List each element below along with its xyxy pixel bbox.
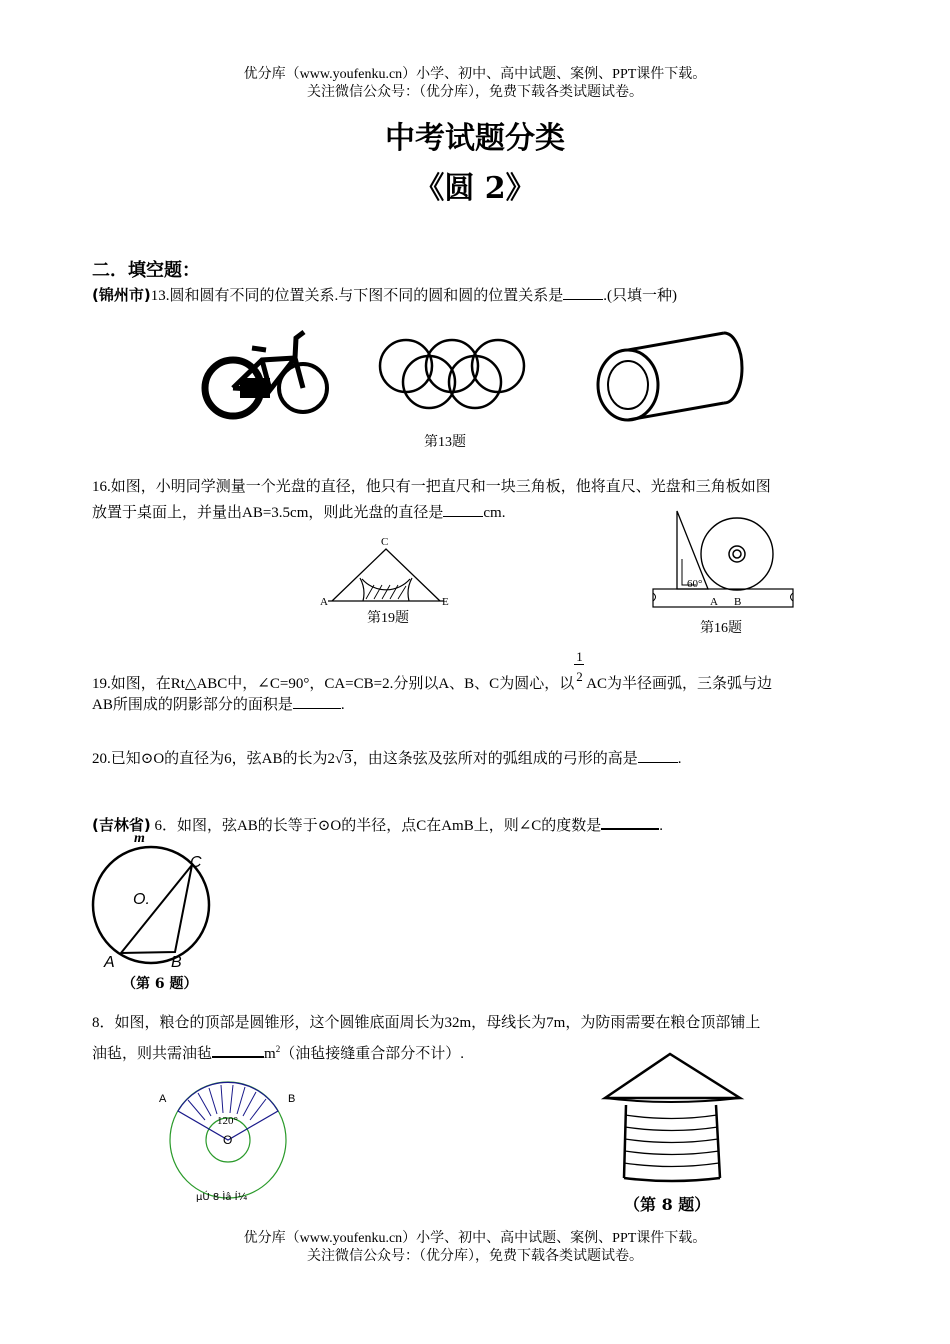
q16-angle-label: 60° — [687, 578, 703, 590]
header-line-2: 关注微信公众号：（优分库），免费下载各类试题试卷。 — [307, 85, 643, 100]
q19-label-a: A — [320, 596, 328, 608]
q8-unit: m — [264, 1046, 276, 1062]
q16-text: 放置于桌面上，并量出AB=3.5cm，则此光盘的直径是 — [92, 505, 444, 521]
question-19-line-2 — [92, 692, 345, 718]
q6-label-o: O. — [133, 891, 150, 908]
q6-label-a: A — [104, 954, 115, 971]
q6-tail: . — [659, 818, 664, 834]
q6-caption: （第 6 题） — [122, 976, 198, 992]
page-title: 中考试题分类 — [385, 121, 565, 156]
q8-unit-sup: 2 — [275, 1044, 281, 1054]
q8-text: 油毡，则共需油毡 — [92, 1046, 213, 1062]
q8-label-b: B — [288, 1093, 296, 1105]
question-16-line-1: 16.如图，小明同学测量一个光盘的直径，他只有一把直尺和一块三角板，他将直尺、光盘和三角板如图 — [92, 479, 771, 495]
q19-tail: . — [340, 697, 345, 713]
q16-tail: cm. — [483, 505, 506, 521]
q19-fraction — [574, 649, 586, 688]
q20-radicand: 3 — [344, 751, 352, 767]
q8-label-a: A — [159, 1093, 167, 1105]
q8-text-2: （油毡接缝重合部分不计）. — [280, 1046, 464, 1062]
q6-circle-figure — [88, 831, 218, 995]
q13-caption: 第13题 — [424, 435, 466, 450]
q13-tail: .(只填一种) — [603, 288, 677, 304]
q8-blank — [212, 1044, 264, 1058]
question-8-line-1: 8．如图，粮仓的顶部是圆锥形，这个圆锥底面周长为32m，母线长为7m，为防雨需要在粮仓顶部铺上 — [92, 1015, 761, 1031]
q19-text-2: AC为半径画弧，三条弧与边 — [586, 676, 773, 692]
q20-coef: 2 — [327, 751, 335, 767]
header-line-1: 优分库（www.youfenku.cn）小学、初中、高中试题、案例、PPT课件下载。 — [243, 67, 707, 82]
q6-label-m: m — [134, 831, 145, 846]
q8-label-o: O — [223, 1133, 233, 1147]
bicycle-figure — [200, 328, 335, 423]
q6-blank — [601, 816, 659, 830]
q8-garbled-caption: µÚ 8 Ìâ Í¼ — [196, 1192, 248, 1203]
q20-tail: . — [677, 751, 682, 767]
question-13 — [92, 282, 677, 309]
q6-label-c: C — [190, 854, 202, 871]
page-subtitle: 《圆 2》 — [414, 171, 536, 206]
q19-label-c: C — [381, 536, 389, 548]
q13-text: 13.圆和圆有不同的位置关系.与下图不同的圆和圆的位置关系是 — [150, 288, 564, 304]
q20-blank — [638, 750, 678, 763]
q6-label-b: B — [171, 954, 182, 971]
footer-line-2: 关注微信公众号：（优分库），免费下载各类试题试卷。 — [307, 1249, 643, 1264]
q16-caption: 第16题 — [700, 621, 742, 636]
olympic-rings-figure — [378, 328, 528, 408]
sqrt-icon: √ — [335, 751, 344, 767]
footer-line-1: 优分库（www.youfenku.cn）小学、初中、高中试题、案例、PPT课件下载。 — [243, 1231, 707, 1246]
q16-label-b: B — [734, 596, 742, 608]
q19-frac-num: 1 — [576, 649, 583, 664]
q13-blank — [563, 287, 603, 300]
section-heading: 二．填空题： — [92, 260, 200, 281]
q19-text-1: 19.如图，在Rt△ABC中，∠C=90°，CA=CB=2.分别以A、B、C为圆心，以 — [92, 676, 575, 692]
q19-triangle-figure — [318, 533, 453, 608]
q19-frac-den: 2 — [576, 669, 583, 684]
q19-label-e: E — [442, 596, 449, 608]
granary-figure — [600, 1050, 745, 1185]
q16-disc-figure — [650, 507, 800, 612]
q8-caption: （第 8 题） — [624, 1195, 711, 1214]
q6-text: 6．如图，弦AB的长等于⊙O的半径，点C在AmB上，则∠C的度数是 — [150, 818, 602, 834]
q20-text: 20.已知⊙O的直径为6，弦AB的长为 — [92, 751, 328, 767]
question-16-line-2 — [92, 500, 505, 526]
pipe-figure — [596, 325, 751, 425]
q19-caption: 第19题 — [367, 611, 409, 626]
q13-source: (锦州市) — [92, 286, 151, 304]
q20-text-2: ，由这条弦及弦所对的弧组成的弓形的高是 — [352, 751, 638, 767]
q19-text-3: AB所围成的阴影部分的面积是 — [92, 697, 293, 713]
q16-label-a: A — [710, 596, 718, 608]
q6-source: (吉林省) — [92, 816, 151, 834]
q19-blank — [293, 696, 341, 709]
question-8-line-2 — [92, 1036, 464, 1067]
q8-angle-label: 120° — [217, 1115, 238, 1127]
q16-blank — [443, 504, 483, 517]
question-20 — [92, 746, 682, 772]
